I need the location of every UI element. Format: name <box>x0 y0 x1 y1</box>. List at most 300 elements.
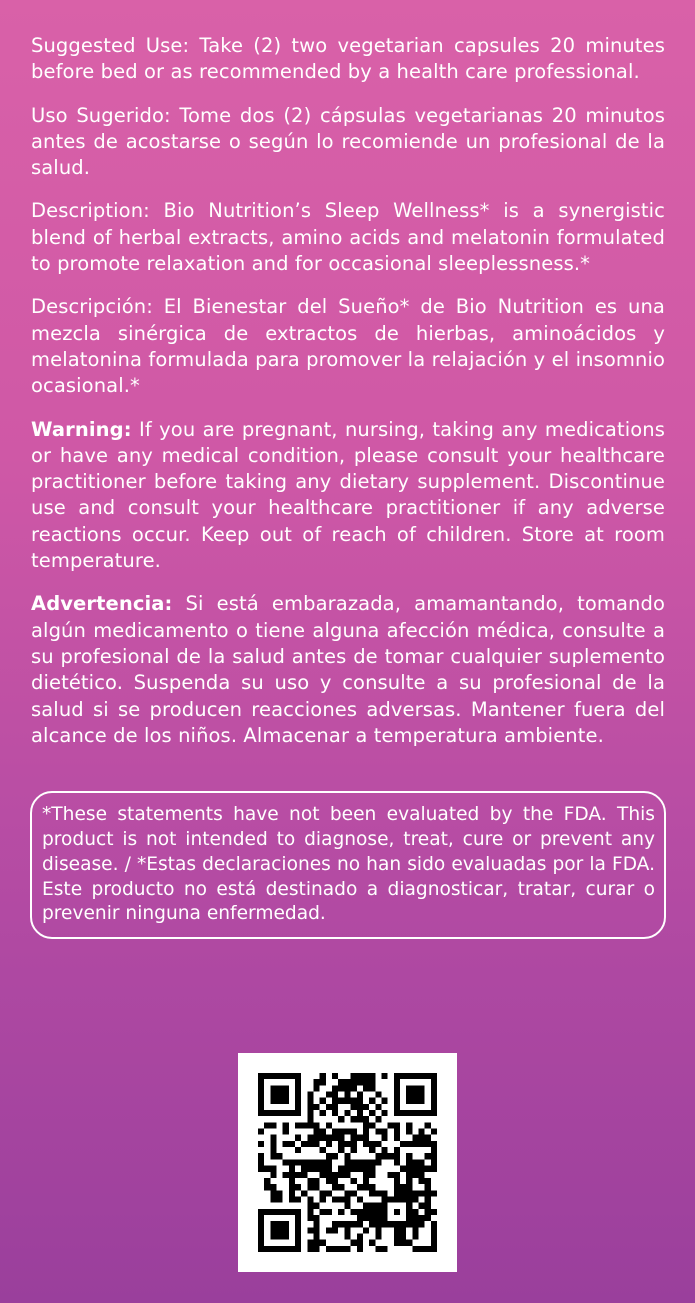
qr-module <box>375 1129 381 1135</box>
qr-module <box>357 1098 363 1104</box>
qr-module <box>406 1098 412 1104</box>
qr-module <box>258 1104 264 1110</box>
qr-module <box>307 1209 313 1215</box>
qr-module <box>338 1116 344 1122</box>
qr-module <box>326 1153 332 1159</box>
qr-module <box>394 1196 400 1202</box>
qr-module <box>406 1196 412 1202</box>
qr-module <box>270 1190 276 1196</box>
qr-module <box>277 1221 283 1227</box>
qr-module <box>301 1141 307 1147</box>
qr-module <box>289 1196 295 1202</box>
qr-module <box>270 1135 276 1141</box>
suggested-use-english: Suggested Use: Take (2) two vegetarian capsules 20 minutes before bed or as recommended by a health care professional. <box>31 34 665 84</box>
qr-module <box>264 1184 270 1190</box>
qr-module <box>369 1085 375 1091</box>
qr-module <box>394 1190 400 1196</box>
qr-module <box>344 1221 350 1227</box>
qr-module <box>431 1129 437 1135</box>
qr-module <box>431 1085 437 1091</box>
qr-module <box>357 1196 363 1202</box>
qr-module <box>344 1159 350 1165</box>
qr-module <box>283 1110 289 1116</box>
qr-module <box>307 1178 313 1184</box>
qr-module <box>314 1233 320 1239</box>
qr-module <box>344 1227 350 1233</box>
qr-module <box>270 1221 276 1227</box>
qr-module <box>351 1166 357 1172</box>
qr-module <box>418 1221 424 1227</box>
qr-module <box>418 1178 424 1184</box>
qr-module <box>320 1209 326 1215</box>
qr-module <box>418 1166 424 1172</box>
qr-module <box>400 1073 406 1079</box>
qr-module <box>277 1073 283 1079</box>
qr-module <box>357 1092 363 1098</box>
qr-module <box>338 1209 344 1215</box>
warning-spanish-text: Si está embarazada, amamantando, tomando algún medicamento o tiene alguna afección médica, consulte a su profesional de la salud antes de tomar cualquier suplemento dietético. Suspenda su uso y consulte a su profesional de la salud si se producen reacciones adversas. Mantener fuera del alcance de los niños. Almacenar a temperatura ambiente. <box>31 592 665 747</box>
qr-module <box>351 1190 357 1196</box>
qr-module <box>289 1190 295 1196</box>
qr-module <box>400 1227 406 1233</box>
qr-module <box>326 1246 332 1252</box>
qr-module <box>326 1166 332 1172</box>
qr-module <box>338 1221 344 1227</box>
qr-module <box>363 1178 369 1184</box>
qr-module <box>406 1172 412 1178</box>
qr-module <box>406 1190 412 1196</box>
qr-module <box>406 1110 412 1116</box>
qr-module <box>332 1135 338 1141</box>
warning-spanish-label: Advertencia: <box>31 592 173 616</box>
qr-module <box>381 1135 387 1141</box>
qr-module <box>289 1209 295 1215</box>
qr-module <box>412 1209 418 1215</box>
qr-module <box>301 1190 307 1196</box>
qr-module <box>326 1159 332 1165</box>
qr-module <box>326 1227 332 1233</box>
qr-module <box>412 1172 418 1178</box>
qr-module <box>357 1184 363 1190</box>
qr-module <box>431 1147 437 1153</box>
qr-module <box>295 1172 301 1178</box>
qr-module <box>307 1092 313 1098</box>
qr-module <box>289 1110 295 1116</box>
qr-module <box>332 1178 338 1184</box>
qr-module <box>363 1141 369 1147</box>
qr-module <box>369 1209 375 1215</box>
qr-module <box>425 1166 431 1172</box>
qr-module <box>258 1233 264 1239</box>
qr-module <box>332 1110 338 1116</box>
qr-module <box>363 1073 369 1079</box>
qr-module <box>320 1129 326 1135</box>
qr-module <box>338 1085 344 1091</box>
qr-module <box>375 1153 381 1159</box>
qr-module <box>344 1085 350 1091</box>
qr-module <box>307 1110 313 1116</box>
qr-module <box>277 1153 283 1159</box>
qr-module <box>369 1172 375 1178</box>
qr-module <box>369 1166 375 1172</box>
qr-module <box>270 1246 276 1252</box>
qr-module <box>320 1159 326 1165</box>
qr-module <box>406 1092 412 1098</box>
qr-module <box>425 1110 431 1116</box>
qr-module <box>295 1073 301 1079</box>
qr-module <box>431 1092 437 1098</box>
qr-module <box>270 1184 276 1190</box>
qr-module <box>283 1227 289 1233</box>
qr-module <box>301 1122 307 1128</box>
qr-module <box>418 1141 424 1147</box>
qr-module <box>307 1159 313 1165</box>
qr-module <box>357 1135 363 1141</box>
qr-module <box>357 1166 363 1172</box>
qr-module <box>270 1172 276 1178</box>
qr-module <box>332 1196 338 1202</box>
qr-module <box>338 1147 344 1153</box>
qr-module <box>369 1122 375 1128</box>
qr-module <box>314 1184 320 1190</box>
qr-module <box>320 1190 326 1196</box>
qr-module <box>381 1221 387 1227</box>
qr-module <box>394 1209 400 1215</box>
qr-module <box>338 1135 344 1141</box>
qr-module <box>400 1196 406 1202</box>
qr-module <box>381 1196 387 1202</box>
qr-module <box>264 1122 270 1128</box>
qr-module <box>320 1079 326 1085</box>
qr-module <box>363 1135 369 1141</box>
qr-module <box>431 1221 437 1227</box>
qr-module <box>394 1240 400 1246</box>
qr-module <box>425 1190 431 1196</box>
qr-module <box>270 1166 276 1172</box>
qr-module <box>369 1141 375 1147</box>
qr-module <box>381 1147 387 1153</box>
qr-module <box>418 1246 424 1252</box>
qr-module <box>351 1209 357 1215</box>
qr-module <box>351 1098 357 1104</box>
qr-module <box>418 1203 424 1209</box>
qr-module <box>375 1215 381 1221</box>
qr-module <box>258 1246 264 1252</box>
qr-module <box>425 1209 431 1215</box>
qr-module <box>338 1166 344 1172</box>
qr-module <box>400 1184 406 1190</box>
qr-module <box>431 1246 437 1252</box>
qr-module <box>301 1159 307 1165</box>
qr-module <box>425 1153 431 1159</box>
qr-module <box>351 1221 357 1227</box>
qr-module <box>338 1098 344 1104</box>
qr-module <box>289 1184 295 1190</box>
qr-module <box>277 1190 283 1196</box>
qr-module <box>388 1196 394 1202</box>
qr-module <box>394 1110 400 1116</box>
qr-module <box>295 1196 301 1202</box>
qr-module <box>363 1104 369 1110</box>
qr-module <box>351 1135 357 1141</box>
qr-module <box>277 1233 283 1239</box>
qr-module <box>394 1098 400 1104</box>
qr-module <box>295 1227 301 1233</box>
qr-module <box>283 1141 289 1147</box>
qr-module <box>406 1203 412 1209</box>
qr-module <box>283 1233 289 1239</box>
qr-module <box>431 1141 437 1147</box>
qr-module <box>295 1221 301 1227</box>
qr-module <box>307 1215 313 1221</box>
qr-module <box>338 1079 344 1085</box>
qr-module <box>295 1147 301 1153</box>
qr-module <box>277 1092 283 1098</box>
qr-module <box>332 1073 338 1079</box>
qr-module <box>344 1079 350 1085</box>
qr-module <box>363 1159 369 1165</box>
qr-module <box>307 1116 313 1122</box>
qr-module <box>425 1246 431 1252</box>
qr-module <box>431 1104 437 1110</box>
qr-module <box>344 1203 350 1209</box>
qr-module <box>394 1178 400 1184</box>
qr-module <box>332 1092 338 1098</box>
qr-module <box>258 1085 264 1091</box>
qr-module <box>381 1129 387 1135</box>
qr-module <box>314 1104 320 1110</box>
qr-module <box>320 1166 326 1172</box>
qr-module <box>344 1141 350 1147</box>
qr-module <box>375 1141 381 1147</box>
qr-module <box>283 1073 289 1079</box>
qr-module <box>351 1178 357 1184</box>
qr-module <box>283 1129 289 1135</box>
qr-module <box>307 1166 313 1172</box>
qr-module <box>369 1215 375 1221</box>
qr-module <box>283 1098 289 1104</box>
qr-module <box>388 1122 394 1128</box>
qr-module <box>307 1122 313 1128</box>
qr-module <box>431 1233 437 1239</box>
qr-module <box>394 1159 400 1165</box>
qr-module <box>351 1147 357 1153</box>
qr-module <box>363 1122 369 1128</box>
qr-module <box>277 1196 283 1202</box>
qr-module <box>307 1098 313 1104</box>
qr-module <box>412 1073 418 1079</box>
qr-module <box>326 1141 332 1147</box>
qr-module <box>314 1166 320 1172</box>
qr-module <box>277 1085 283 1091</box>
qr-module <box>357 1116 363 1122</box>
qr-module <box>338 1246 344 1252</box>
qr-module <box>394 1147 400 1153</box>
qr-module <box>326 1209 332 1215</box>
qr-module <box>344 1153 350 1159</box>
qr-module <box>332 1085 338 1091</box>
qr-module <box>357 1079 363 1085</box>
qr-module <box>307 1246 313 1252</box>
qr-module <box>406 1184 412 1190</box>
qr-module <box>400 1190 406 1196</box>
qr-module <box>418 1085 424 1091</box>
qr-module <box>326 1190 332 1196</box>
qr-module <box>425 1178 431 1184</box>
qr-module <box>258 1221 264 1227</box>
qr-module <box>270 1092 276 1098</box>
qr-module <box>400 1166 406 1172</box>
qr-module <box>332 1246 338 1252</box>
qr-module <box>338 1129 344 1135</box>
qr-module <box>258 1209 264 1215</box>
qr-module <box>289 1141 295 1147</box>
qr-module <box>258 1110 264 1116</box>
qr-module <box>258 1092 264 1098</box>
qr-module <box>400 1233 406 1239</box>
qr-module <box>295 1085 301 1091</box>
qr-module <box>400 1110 406 1116</box>
qr-module <box>418 1159 424 1165</box>
qr-module <box>412 1215 418 1221</box>
qr-module <box>283 1092 289 1098</box>
qr-module <box>431 1073 437 1079</box>
qr-module <box>375 1203 381 1209</box>
qr-module <box>289 1166 295 1172</box>
qr-module <box>375 1190 381 1196</box>
qr-module <box>363 1215 369 1221</box>
qr-module <box>344 1233 350 1239</box>
qr-module <box>264 1209 270 1215</box>
description-spanish: Descripción: El Bienestar del Sueño* de Bio Nutrition es una mezcla sinérgica de extractos de hierbas, aminoácidos y melatonina formulada para promover la relajación y el insomnio ocasional.* <box>31 295 665 398</box>
qr-module <box>357 1159 363 1165</box>
qr-module <box>363 1172 369 1178</box>
qr-module <box>264 1178 270 1184</box>
qr-module <box>425 1135 431 1141</box>
qr-module <box>363 1227 369 1233</box>
qr-module <box>320 1240 326 1246</box>
qr-module <box>307 1227 313 1233</box>
qr-module <box>344 1190 350 1196</box>
qr-module <box>406 1073 412 1079</box>
qr-module <box>431 1166 437 1172</box>
qr-module <box>412 1110 418 1116</box>
qr-module <box>381 1073 387 1079</box>
qr-module <box>425 1215 431 1221</box>
fda-disclaimer-box: *These statements have not been evaluated by the FDA. This product is not intended to diagnose, treat, cure or prevent any disease. / *Estas declaraciones no han sido evaluadas por la FDA. Este producto no está destinado a diagnosticar, tratar, curar o prevenir ninguna enfermedad. <box>30 791 666 939</box>
qr-module <box>412 1135 418 1141</box>
qr-module <box>338 1141 344 1147</box>
qr-module <box>406 1085 412 1091</box>
qr-module <box>369 1079 375 1085</box>
qr-module <box>258 1159 264 1165</box>
qr-module <box>412 1085 418 1091</box>
qr-module <box>406 1122 412 1128</box>
qr-module <box>388 1153 394 1159</box>
qr-code[interactable] <box>238 1053 457 1272</box>
qr-module <box>418 1098 424 1104</box>
qr-module <box>344 1110 350 1116</box>
qr-module <box>388 1172 394 1178</box>
qr-module <box>381 1190 387 1196</box>
qr-module <box>406 1129 412 1135</box>
qr-module <box>369 1098 375 1104</box>
qr-module <box>270 1196 276 1202</box>
qr-module <box>270 1122 276 1128</box>
qr-module <box>258 1240 264 1246</box>
qr-module <box>431 1110 437 1116</box>
qr-module <box>400 1221 406 1227</box>
qr-module <box>307 1203 313 1209</box>
qr-module <box>406 1141 412 1147</box>
qr-module <box>344 1166 350 1172</box>
qr-module <box>264 1073 270 1079</box>
qr-module <box>277 1098 283 1104</box>
qr-module <box>381 1215 387 1221</box>
qr-module <box>418 1172 424 1178</box>
qr-module <box>314 1141 320 1147</box>
qr-module <box>412 1141 418 1147</box>
qr-module <box>314 1221 320 1227</box>
warning-english <box>31 417 665 575</box>
qr-module <box>351 1240 357 1246</box>
qr-module <box>320 1172 326 1178</box>
qr-module <box>283 1246 289 1252</box>
qr-module <box>301 1166 307 1172</box>
qr-module <box>363 1129 369 1135</box>
qr-module <box>332 1098 338 1104</box>
qr-module <box>314 1159 320 1165</box>
qr-module <box>314 1122 320 1128</box>
qr-module <box>283 1209 289 1215</box>
qr-module <box>283 1172 289 1178</box>
qr-module <box>332 1104 338 1110</box>
qr-module <box>375 1221 381 1227</box>
qr-module <box>295 1098 301 1104</box>
qr-module <box>418 1092 424 1098</box>
qr-module <box>258 1166 264 1172</box>
qr-module <box>258 1215 264 1221</box>
qr-module <box>344 1129 350 1135</box>
qr-module <box>406 1178 412 1184</box>
qr-module <box>369 1240 375 1246</box>
qr-module <box>326 1172 332 1178</box>
qr-module <box>381 1110 387 1116</box>
qr-module <box>295 1110 301 1116</box>
qr-module <box>326 1104 332 1110</box>
qr-module <box>307 1141 313 1147</box>
qr-module <box>283 1159 289 1165</box>
qr-module <box>295 1184 301 1190</box>
qr-module <box>425 1073 431 1079</box>
qr-module <box>332 1129 338 1135</box>
qr-module <box>295 1092 301 1098</box>
qr-module <box>431 1227 437 1233</box>
qr-module <box>258 1227 264 1233</box>
qr-module <box>289 1159 295 1165</box>
suggested-use-spanish: Uso Sugerido: Tome dos (2) cápsulas vegetarianas 20 minutos antes de acostarse o según lo recomiende un profesional de la salud. <box>31 103 665 180</box>
qr-module <box>357 1104 363 1110</box>
qr-module <box>289 1246 295 1252</box>
warning-english-label: Warning: <box>31 417 132 441</box>
qr-module <box>283 1122 289 1128</box>
qr-module <box>314 1227 320 1233</box>
qr-module <box>258 1079 264 1085</box>
qr-module <box>314 1129 320 1135</box>
qr-module <box>332 1184 338 1190</box>
qr-module <box>344 1172 350 1178</box>
qr-module <box>394 1172 400 1178</box>
